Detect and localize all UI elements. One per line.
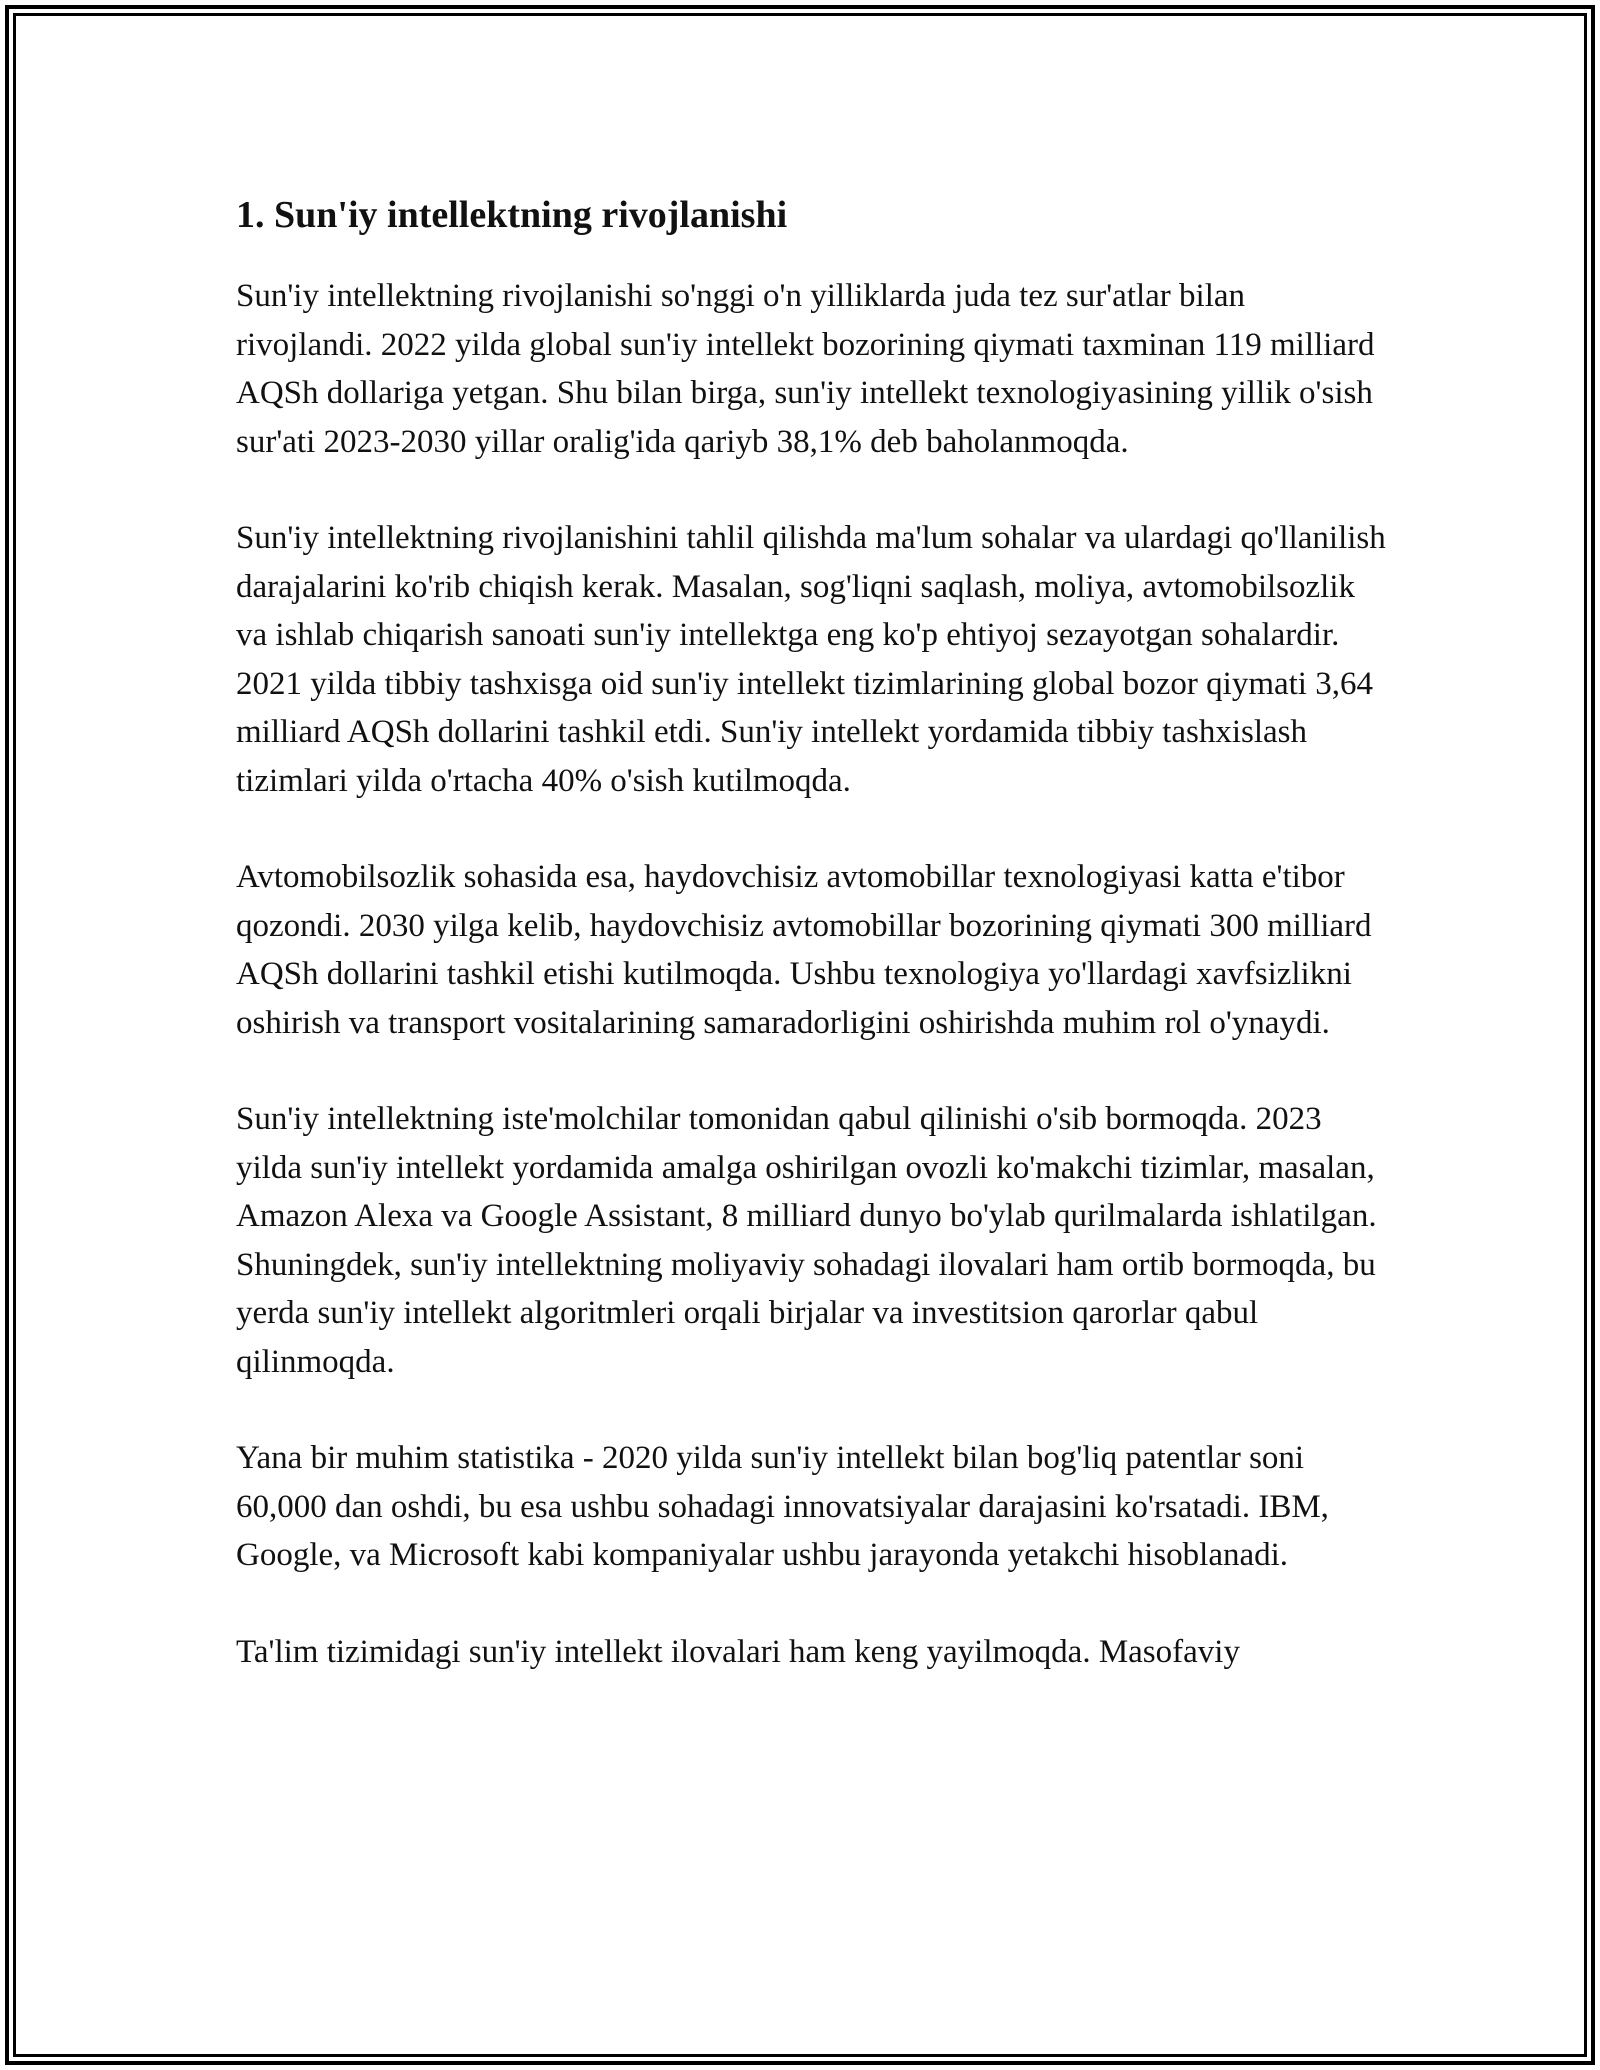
paragraph-4: Sun'iy intellektning iste'molchilar tomonidan qabul qilinishi o'sib bormoqda. 2023 yilda sun'iy intellekt yordamida amalga oshirilgan ovozli ko'makchi tizimlar, masalan, Amazon Alexa va Google Assistant, 8 milliard dunyo bo'ylab qurilmalarda ishlatilgan. Shuningdek, sun'iy intellektning moliyaviy sohadagi ilovalari ham ortib bormoqda, bu yerda sun'iy intellekt algoritmleri orqali birjalar va investitsion qarorlar qabul qilinmoqda. [236,1101,1377,1380]
paragraph-6: Ta'lim tizimidagi sun'iy intellekt ilovalari ham keng yayilmoqda. Masofaviy [236,1633,1240,1670]
document-body [236,186,1386,1724]
paragraph-1: Sun'iy intellektning rivojlanishi so'nggi o'n yilliklarda juda tez sur'atlar bilan rivojlandi. 2022 yilda global sun'iy intellekt bozorining qiymati taxminan 119 milliard AQSh dollariga yetgan. Shu bilan birga, sun'iy intellekt texnologiyasining yillik o'sish sur'ati 2023-2030 yillar oralig'ida qariyb 38,1% deb baholanmoqda. [236,278,1375,460]
section-heading: 1. Sun'iy intellektning rivojlanishi [236,194,788,236]
paragraph-5: Yana bir muhim statistika - 2020 yilda sun'iy intellekt bilan bog'liq patentlar soni 60,000 dan oshdi, bu esa ushbu sohadagi innovatsiyalar darajasini ko'rsatadi. IBM, Google, va Microsoft kabi kompaniyalar ushbu jarayonda yetakchi hisoblanadi. [236,1440,1329,1573]
paragraph-2: Sun'iy intellektning rivojlanishini tahlil qilishda ma'lum sohalar va ulardagi qo'llanilish darajalarini ko'rib chiqish kerak. Masalan, sog'liqni saqlash, moliya, avtomobilsozlik va ishlab chiqarish sanoati sun'iy intellektga eng ko'p ehtiyoj sezayotgan sohalardir. 2021 yilda tibbiy tashxisga oid sun'iy intellekt tizimlarining global bozor qiymati 3,64 milliard AQSh dollarini tashkil etdi. Sun'iy intellekt yordamida tibbiy tashxislash tizimlari yilda o'rtacha 40% o'sish kutilmoqda. [236,520,1386,799]
paragraph-3: Avtomobilsozlik sohasida esa, haydovchisiz avtomobillar texnologiyasi katta e'tibor qozondi. 2030 yilga kelib, haydovchisiz avtomobillar bozorining qiymati 300 milliard AQSh dollarini tashkil etishi kutilmoqda. Ushbu texnologiya yo'llardagi xavfsizlikni oshirish va transport vositalarining samaradorligini oshirishda muhim rol o'ynaydi. [236,859,1372,1041]
